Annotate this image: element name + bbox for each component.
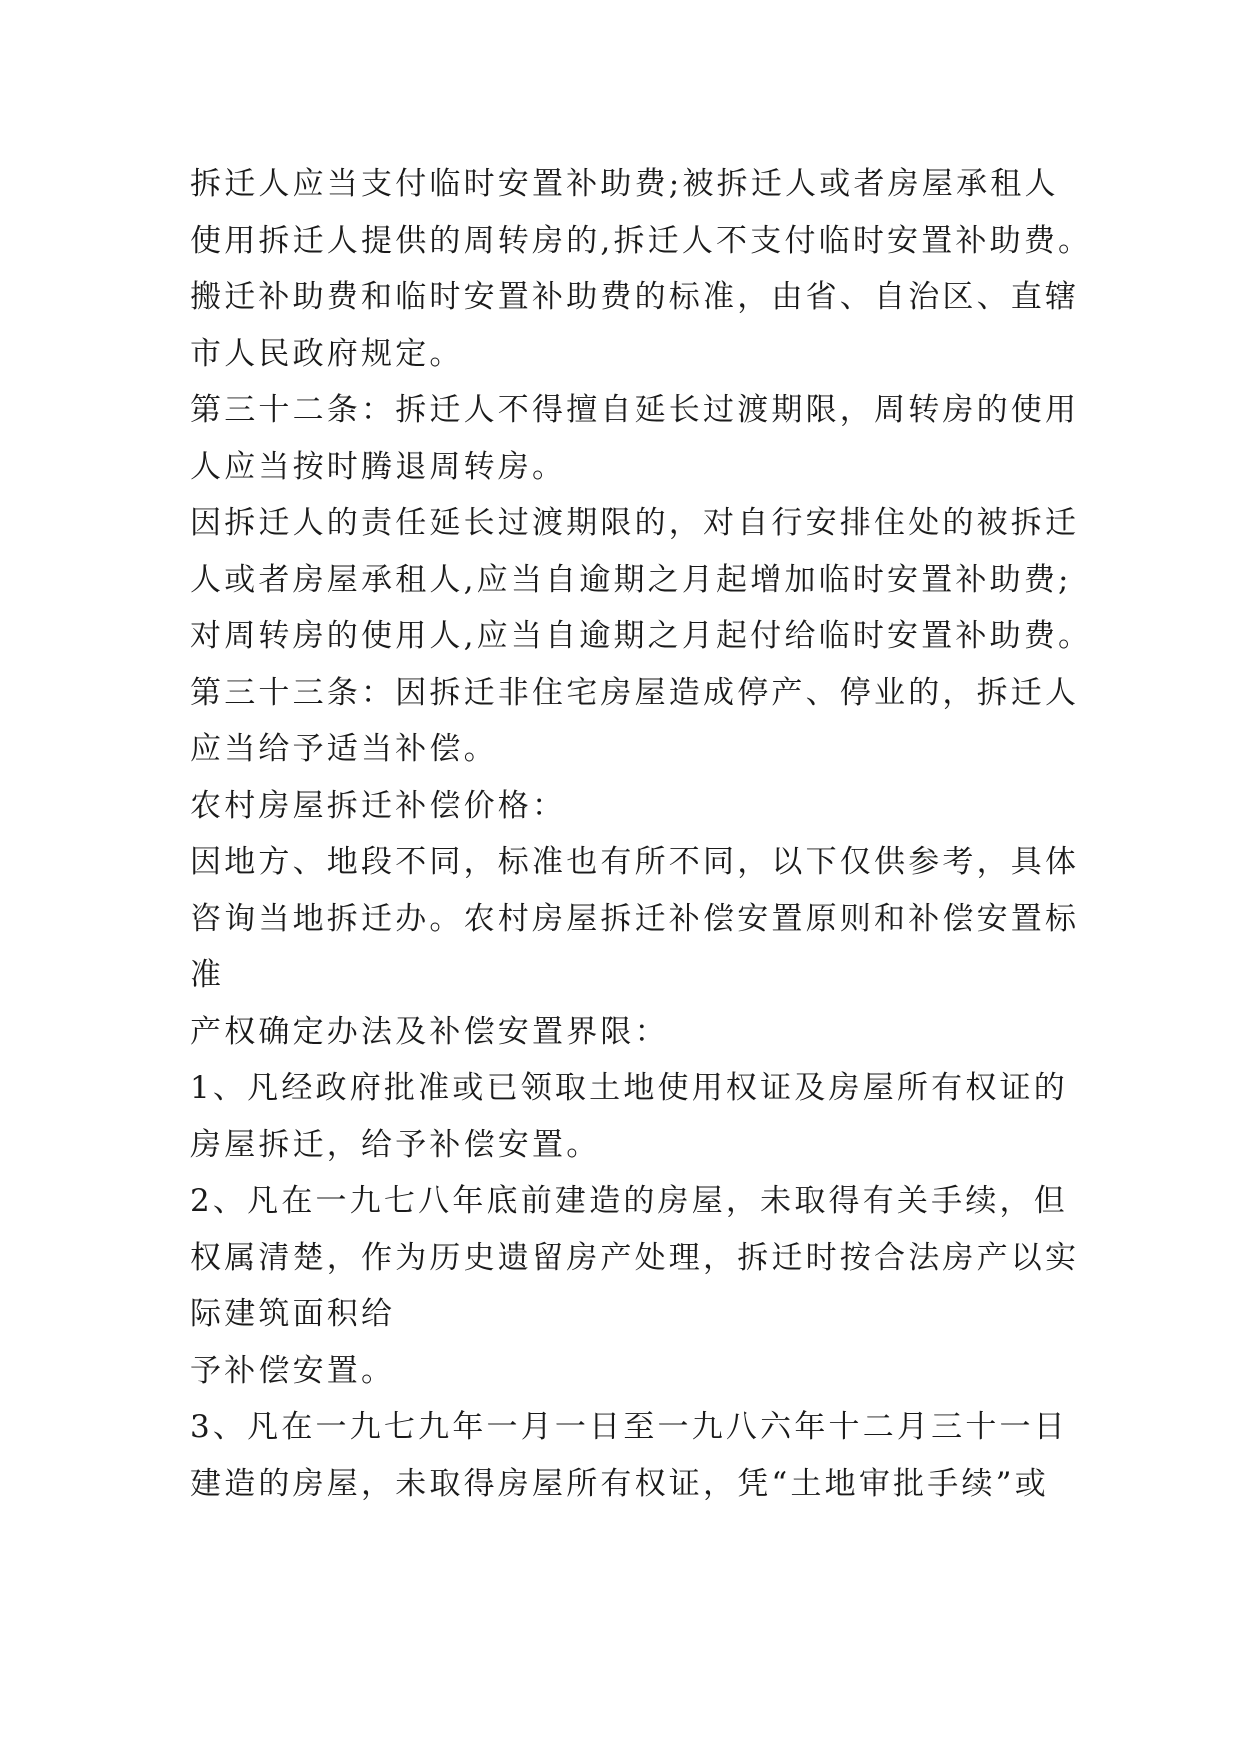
text-line: 房屋拆迁，给予补偿安置。 [190,1126,601,1163]
text-line: 人或者房屋承租人,应当自逾期之月起增加临时安置补助费; [190,561,1072,598]
text-line: 应当给予适当补偿。 [190,731,498,767]
text-line: 产权确定办法及补偿安置界限： [190,1013,669,1050]
text-line: 对周转房的使用人,应当自逾期之月起付给临时安置补助费。 [190,618,1093,654]
text-line: 咨询当地拆迁办。农村房屋拆迁补偿安置原则和补偿安置标 [190,900,1080,937]
text-line: 3、凡在一九七九年一月一日至一九八六年十二月三十一日 [190,1409,1068,1445]
text-line: 准 [190,957,225,993]
text-line: 因地方、地段不同，标准也有所不同，以下仅供参考，具体 [190,844,1080,880]
text-line: 拆迁人应当支付临时安置补助费;被拆迁人或者房屋承租人 [190,166,1059,202]
text-line: 使用拆迁人提供的周转房的,拆迁人不支付临时安置补助费。 [190,222,1093,259]
text-line: 人应当按时腾退周转房。 [190,448,567,485]
text-line: 搬迁补助费和临时安置补助费的标准，由省、自治区、直辖 [190,279,1080,315]
text-line: 2、凡在一九七八年底前建造的房屋，未取得有关手续，但 [190,1183,1068,1219]
text-line: 第三十二条：拆迁人不得擅自延长过渡期限，周转房的使用 [190,392,1080,428]
document-body [190,156,1190,1512]
text-line: 农村房屋拆迁补偿价格： [190,787,567,824]
text-line: 市人民政府规定。 [190,335,464,372]
text-line: 权属清楚，作为历史遗留房产处理，拆迁时按合法房产以实 [190,1239,1080,1276]
text-line: 因拆迁人的责任延长过渡期限的，对自行安排住处的被拆迁 [190,505,1080,541]
text-line: 予补偿安置。 [190,1352,396,1389]
text-line: 第三十三条：因拆迁非住宅房屋造成停产、停业的，拆迁人 [190,674,1080,711]
text-line: 际建筑面积给 [190,1296,396,1332]
text-line: 1、凡经政府批准或已领取土地使用权证及房屋所有权证的 [190,1070,1068,1106]
text-line: 建造的房屋，未取得房屋所有权证，凭“土地审批手续”或 [190,1465,1049,1502]
